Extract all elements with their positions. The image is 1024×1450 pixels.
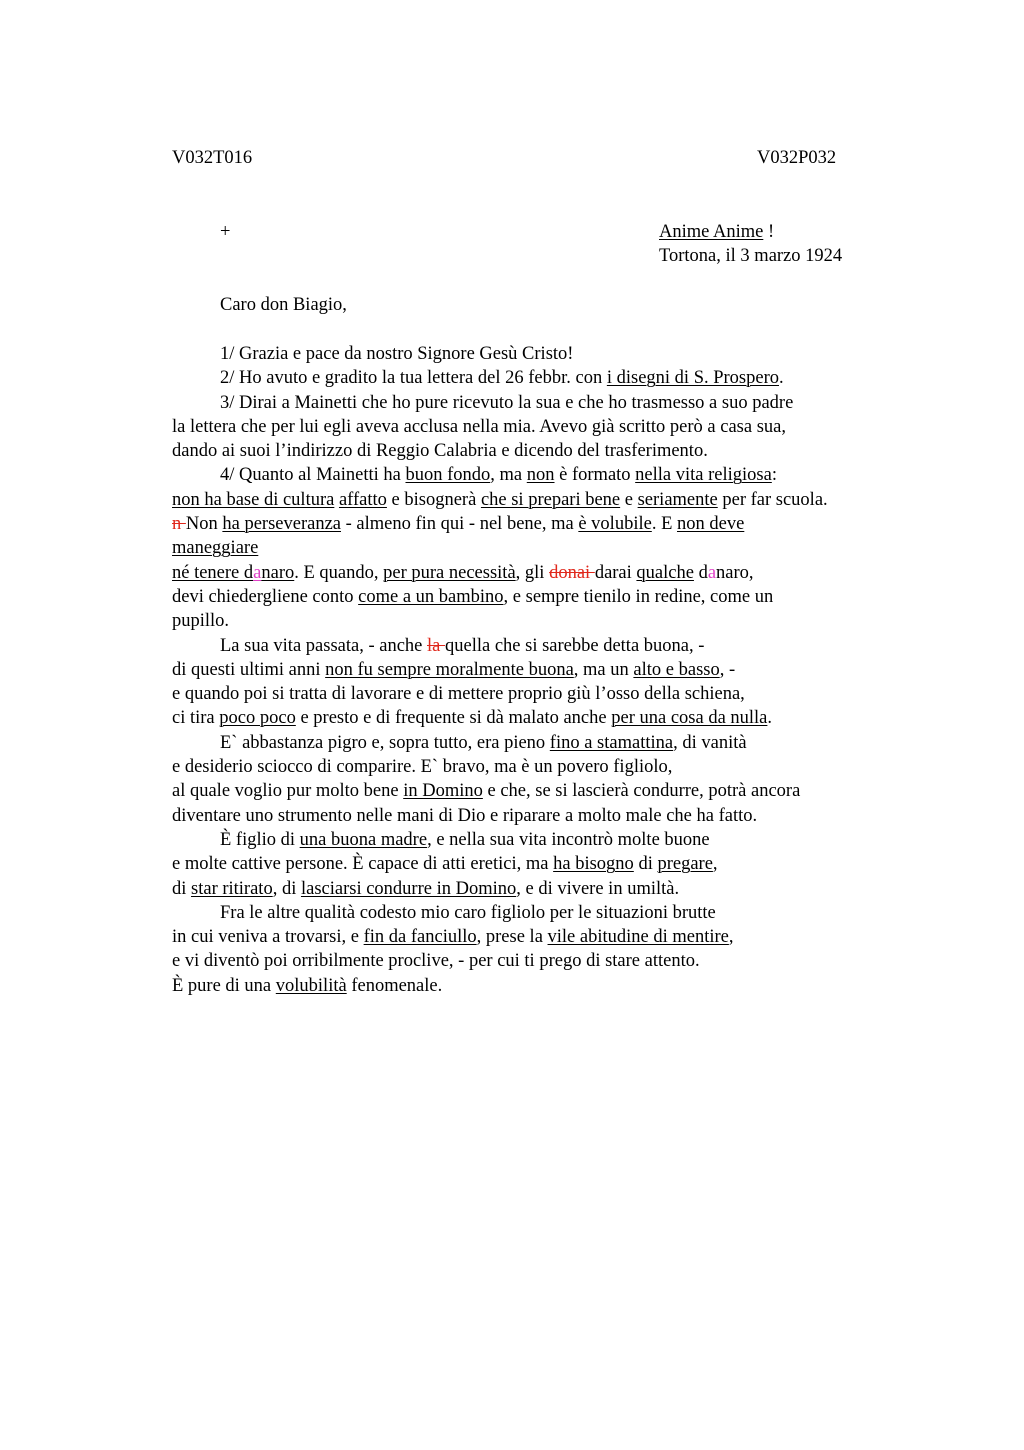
letter-line (172, 415, 932, 439)
text-run: , prese la (476, 927, 548, 948)
letter-line (172, 706, 932, 730)
letter-line (172, 366, 932, 390)
document-reference-right: V032P032 (757, 148, 837, 168)
underlined-text: ha bisogno (553, 854, 634, 875)
letter-line (172, 852, 932, 876)
letter-line (172, 512, 932, 536)
motto-text: Anime Anime (659, 222, 764, 242)
text-run: devi chiedergliene conto (172, 586, 359, 607)
struck-text: donai (549, 562, 595, 583)
underlined-text: non deve (677, 514, 745, 535)
underlined-text: per pura necessità (383, 562, 516, 583)
letter-line (172, 828, 932, 852)
text-run: Fra le altre qualità codesto mio caro figliolo per le situazioni brutte (220, 902, 716, 923)
underlined-text: buon fondo (405, 465, 491, 486)
text-run: . (767, 708, 773, 729)
underlined-text: poco poco (219, 708, 296, 729)
letter-line (172, 658, 932, 682)
text-run: . E (651, 514, 677, 535)
text-run: e bisognerà (386, 489, 481, 510)
text-run: al quale voglio pur molto bene (172, 781, 404, 802)
text-run: E` abbastanza pigro e, sopra tutto, era pieno (220, 732, 550, 753)
underlined-text: è volubile (578, 514, 652, 535)
motto-exclamation: ! (763, 222, 775, 242)
underlined-text: che si prepari bene (480, 489, 621, 510)
text-run: e desiderio sciocco di comparire. E` bravo, ma è un povero figliolo, (172, 757, 673, 778)
text-run: 4/ Quanto al Mainetti ha (220, 465, 406, 486)
underlined-text: come a un bambino (358, 586, 504, 607)
text-run: di questi ultimi anni (172, 659, 326, 680)
text-run: la lettera che per lui egli aveva acclusa nella mia. Avevo già scritto però a casa sua, (172, 416, 786, 437)
text-run: di (172, 878, 192, 899)
letter-line (172, 974, 932, 998)
text-run: darai (594, 562, 637, 583)
letter-body (172, 342, 932, 998)
text-run: Non (185, 514, 223, 535)
letter-line (172, 925, 932, 949)
underlined-text: fin da fanciullo (363, 927, 477, 948)
text-run: , gli (515, 562, 550, 583)
text-run: e presto e di frequente si dà malato anche (295, 708, 612, 729)
letter-line (172, 731, 932, 755)
text-run: . E quando, (294, 562, 384, 583)
underlined-text: lasciarsi condurre in Domino (300, 878, 517, 899)
text-run: dando ai suoi l’indirizzo di Reggio Calabria e dicendo del trasferimento. (172, 441, 708, 462)
text-run: ci tira (172, 708, 220, 729)
text-run: . (779, 368, 784, 389)
text-run: , (728, 927, 734, 948)
text-run: , - (719, 659, 736, 680)
letter-line (172, 779, 932, 803)
underlined-text: non (526, 465, 555, 486)
underlined-text: alto e basso (633, 659, 720, 680)
struck-text: la (427, 635, 445, 656)
text-run: e quando poi si tratta di lavorare e di mettere proprio giù l’osso della schiena, (172, 684, 745, 705)
text-run: di (633, 854, 658, 875)
text-run: e che, se si lascierà condurre, potrà ancora (482, 781, 801, 802)
text-run: in cui veniva a trovarsi, e (172, 927, 364, 948)
letter-line (172, 561, 932, 585)
inserted-letter: a (253, 562, 262, 583)
underlined-text: maneggiare (172, 538, 259, 559)
place-and-date: Tortona, il 3 marzo 1924 (659, 246, 843, 266)
text-run: 2/ Ho avuto e gradito la tua lettera del 26 febbr. con (220, 368, 607, 389)
text-run: , di vanità (673, 732, 747, 753)
text-run: per far scuola. (717, 489, 828, 510)
text-run: - almeno fin qui - nel bene, ma (341, 514, 579, 535)
struck-text: n (172, 514, 186, 535)
underlined-text: né tenere d (172, 562, 254, 583)
text-run: naro, (716, 562, 754, 583)
text-run: pupillo. (172, 611, 230, 632)
underlined-text: affatto (338, 489, 387, 510)
underlined-text: una buona madre (299, 829, 428, 850)
text-run: : (771, 465, 777, 486)
document-reference-left: V032T016 (172, 148, 253, 168)
letter-line (172, 439, 932, 463)
underlined-text: star ritirato (191, 878, 273, 899)
letter-line (172, 634, 932, 658)
text-run: È pure di una (172, 975, 276, 996)
text-run: , ma (490, 465, 527, 486)
underlined-text: in Domino (403, 781, 483, 802)
text-run: , di (272, 878, 301, 899)
letter-line (172, 682, 932, 706)
underlined-text: naro (261, 562, 295, 583)
underlined-text: pregare (657, 854, 713, 875)
salutation: Caro don Biagio, (220, 295, 347, 315)
letter-line (172, 901, 932, 925)
letter-line (172, 609, 932, 633)
text-run: 1/ Grazia e pace da nostro Signore Gesù Cristo! (220, 344, 574, 364)
letter-line (172, 877, 932, 901)
text-run: e (620, 489, 638, 510)
underlined-text: ha perseveranza (222, 514, 341, 535)
text-run: , e sempre tienilo in redine, come un (503, 586, 774, 607)
text-run: È figlio di (220, 829, 300, 850)
text-run: 3/ Dirai a Mainetti che ho pure ricevuto la sua e che ho trasmesso a suo padre (220, 392, 794, 413)
text-run: fenomenale. (346, 975, 443, 996)
letter-line (172, 755, 932, 779)
text-run: e vi diventò poi orribilmente proclive, - per cui ti prego di stare attento. (172, 951, 700, 972)
text-run: quella che si sarebbe detta buona, - (445, 635, 705, 656)
letter-line (172, 342, 932, 366)
underlined-text: vile abitudine di mentire (547, 927, 729, 948)
text-run: è formato (554, 465, 636, 486)
letter-line (172, 585, 932, 609)
text-run: , ma un (573, 659, 634, 680)
underlined-text: nella vita religiosa (635, 465, 772, 486)
text-run: , (712, 854, 718, 875)
letter-line (172, 463, 932, 487)
letter-line (172, 949, 932, 973)
inserted-letter: a (707, 562, 717, 583)
motto (659, 220, 774, 244)
underlined-text: non ha base di cultura (172, 489, 335, 510)
underlined-text: per una cosa da nulla (611, 708, 768, 729)
underlined-text: fino a stamattina (549, 732, 674, 753)
underlined-text: volubilità (275, 975, 347, 996)
underlined-text: seriamente (637, 489, 718, 510)
text-run: , e di vivere in umiltà. (516, 878, 680, 899)
text-run: diventare uno strumento nelle mani di Dio e riparare a molto male che ha fatto. (172, 805, 758, 826)
text-run: e molte cattive persone. È capace di atti eretici, ma (172, 854, 554, 875)
underlined-text: qualche (636, 562, 694, 583)
letter-line (172, 536, 932, 560)
letter-line (172, 804, 932, 828)
cross-mark: + (220, 222, 231, 242)
underlined-text: i disegni di S. Prospero (606, 368, 779, 389)
letter-line (172, 391, 932, 415)
text-run: La sua vita passata, - anche (220, 635, 428, 656)
underlined-text: non fu sempre moralmente buona (325, 659, 574, 680)
text-run: d (693, 562, 708, 583)
letter-line (172, 488, 932, 512)
text-run: , e nella sua vita incontrò molte buone (427, 829, 710, 850)
